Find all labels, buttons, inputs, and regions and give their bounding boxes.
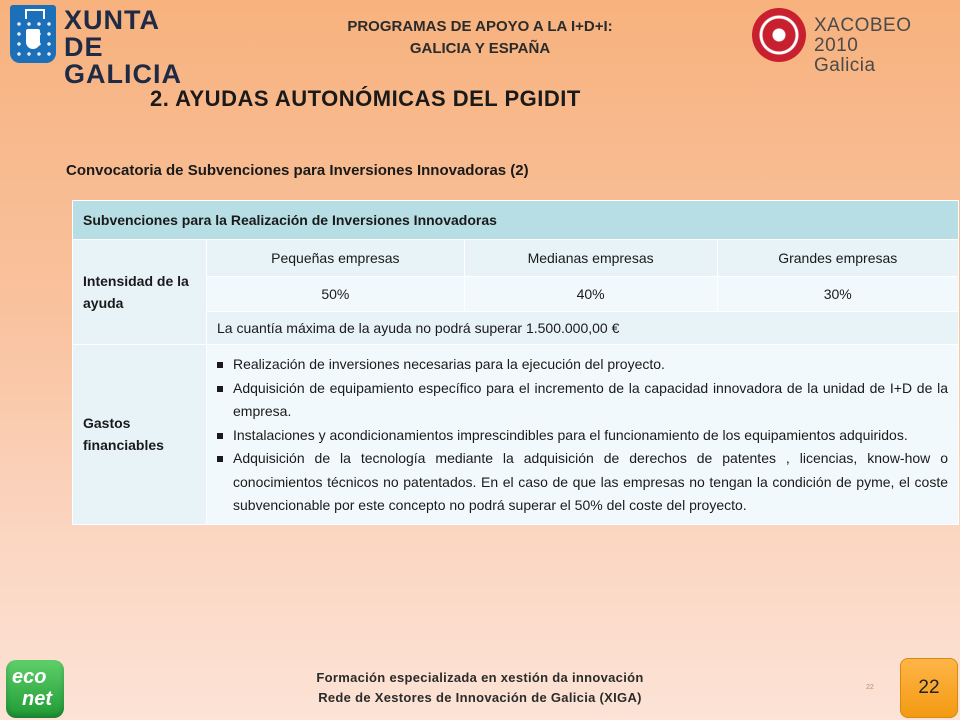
bullet-icon — [217, 433, 223, 439]
list-item — [217, 377, 948, 424]
bullet-icon — [217, 386, 223, 392]
expenses-list — [217, 353, 948, 518]
expenses-cell — [207, 345, 959, 525]
list-item — [217, 353, 948, 377]
slide-number-small: 22 — [866, 684, 874, 691]
company-type-large: Grandes empresas — [717, 240, 959, 277]
max-amount-note: La cuantía máxima de la ayuda no podrá superar 1.500.000,00 € — [207, 312, 959, 345]
page-title: 2. AYUDAS AUTONÓMICAS DEL PGIDIT — [150, 86, 581, 111]
list-item-text: Instalaciones y acondicionamientos imprescindibles para el funcionamiento de los equipamientos adquiridos. — [233, 426, 908, 443]
list-item-text: Realización de inversiones necesarias para la ejecución del proyecto. — [233, 356, 665, 372]
company-type-medium: Medianas empresas — [464, 240, 717, 277]
xunta-logo — [8, 5, 198, 89]
company-type-small: Pequeñas empresas — [207, 240, 465, 277]
list-item-text: Adquisición de la tecnología mediante la adquisición de derechos de patentes , licencias, know-how o conocimientos técnicos no patentados. En el caso de que las empresas no tengan la condición de pyme, el coste subvencionable por este concepto no podrá superar el 50% del coste del proyecto. — [233, 450, 948, 513]
econet-logo — [6, 660, 64, 718]
list-item — [217, 447, 948, 518]
list-item-text: Adquisición de equipamiento específico para el incremento de la capacidad innovadora de la unidad de I+D de la empresa. — [233, 379, 948, 419]
xacobeo-logo — [752, 6, 952, 76]
xacobeo-wordmark — [814, 16, 952, 76]
econet-logo-text1: eco — [12, 666, 47, 688]
section-subtitle: Convocatoria de Subvenciones para Inversiones Innovadoras (2) — [66, 162, 529, 179]
galicia-shield-icon — [10, 5, 56, 63]
xunta-wordmark — [64, 7, 198, 88]
footer-text — [230, 668, 730, 708]
intensity-label: Intensidad de la ayuda — [73, 240, 207, 345]
percentage-medium: 40% — [464, 277, 717, 312]
page-number-badge: 22 — [900, 658, 958, 718]
list-item — [217, 424, 948, 448]
footer-line2: Rede de Xestores de Innovación de Galicia (XIGA) — [318, 690, 642, 705]
header-title-line1: PROGRAMAS DE APOYO A LA I+D+I: — [347, 18, 613, 35]
bullet-icon — [217, 362, 223, 368]
percentage-small: 50% — [207, 277, 465, 312]
xacobeo-line1: XACOBEO 2010 — [814, 15, 912, 56]
percentage-large: 30% — [717, 277, 959, 312]
table-row — [73, 345, 959, 525]
table-header-row — [73, 201, 959, 240]
table-row — [73, 240, 959, 277]
xacobeo-line2: Galicia — [814, 55, 876, 76]
header-title-line2: GALICIA Y ESPAÑA — [409, 40, 551, 57]
footer-line1: Formación especializada en xestión da innovación — [316, 670, 644, 685]
table-heading: Subvenciones para la Realización de Inversiones Innovadoras — [73, 201, 959, 240]
subsidy-table — [72, 200, 959, 525]
xunta-line2: DE GALICIA — [64, 32, 182, 89]
xunta-line1: XUNTA — [64, 5, 160, 35]
econet-logo-text2: net — [22, 688, 52, 710]
header-title — [290, 16, 670, 60]
expenses-label: Gastos financiables — [73, 345, 207, 525]
bullet-icon — [217, 456, 223, 462]
xacobeo-emblem-icon — [752, 8, 806, 62]
